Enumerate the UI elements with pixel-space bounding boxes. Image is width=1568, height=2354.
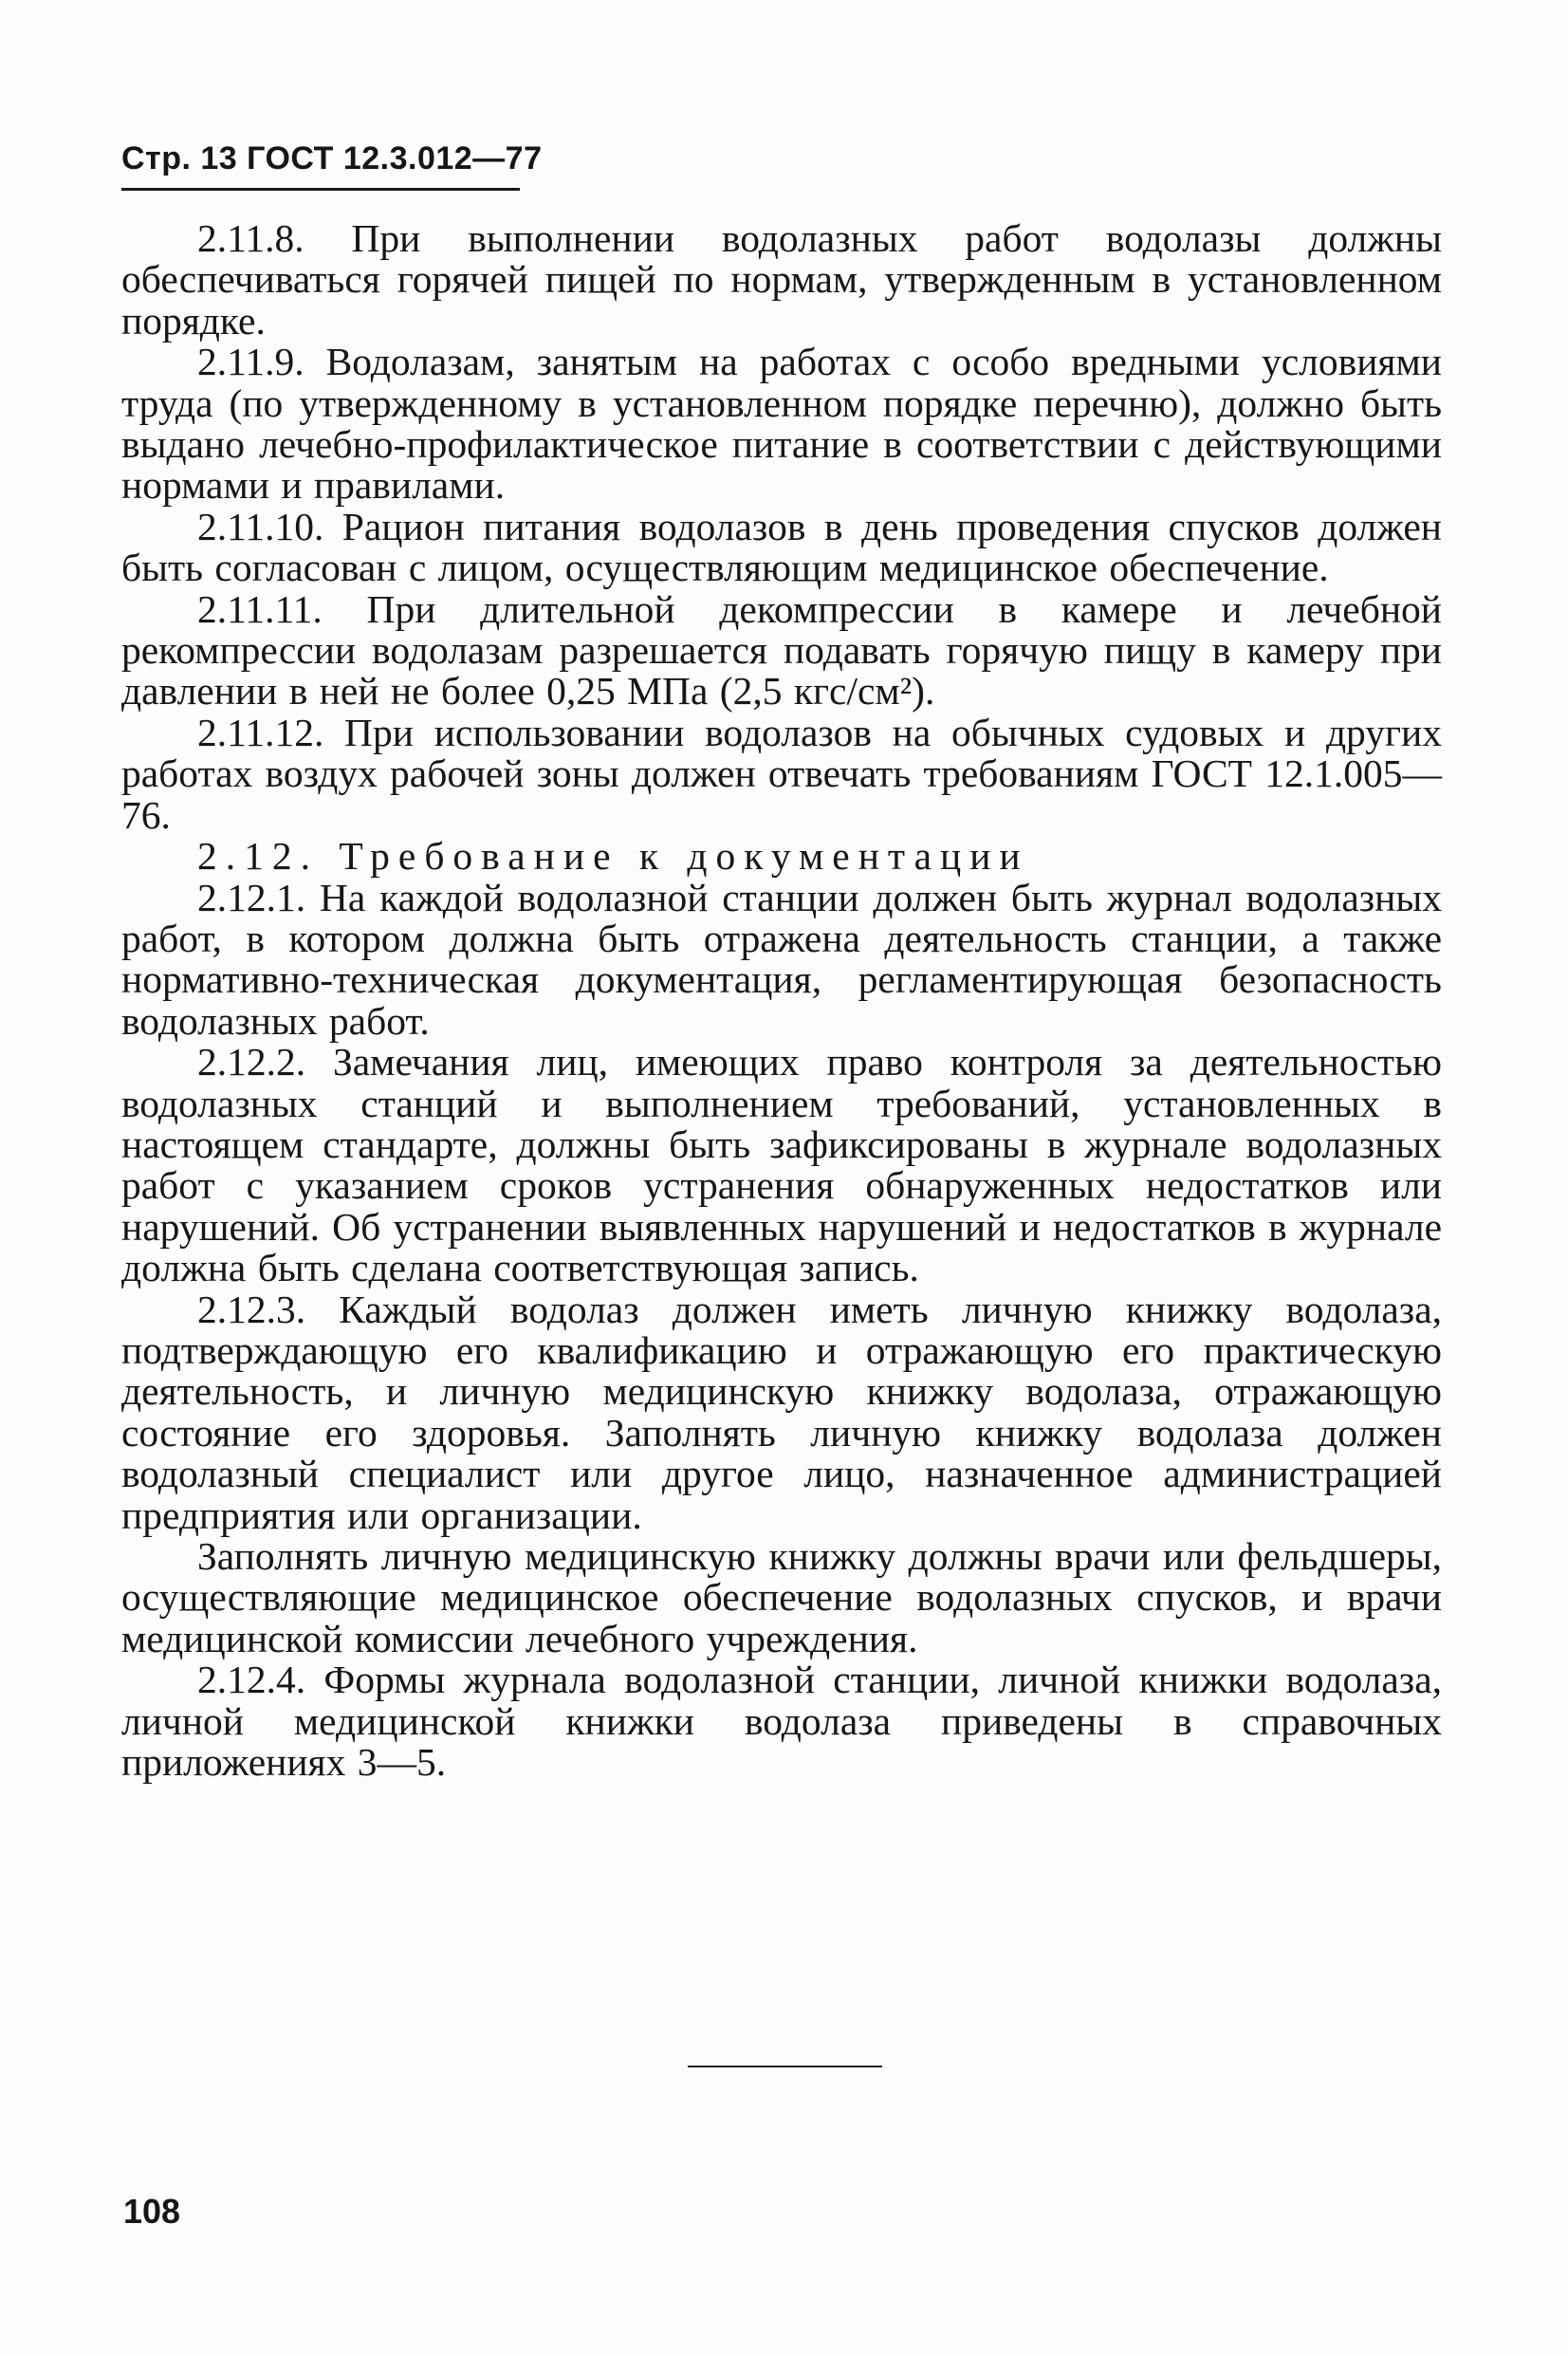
paragraph-2-11-11: 2.11.11. При длительной декомпрессии в камере и лечебной рекомпрессии водолазам разрешается подавать горячую пищу в камеру при давлении в ней не более 0,25 МПа (2,5 кгс/см²).	[121, 586, 1442, 714]
document-body	[121, 218, 1442, 1783]
section-heading: 2.12. Требование к документации	[197, 834, 1029, 879]
end-divider	[688, 2066, 882, 2067]
paragraph-2-12-2: 2.12.2. Замечания лиц, имеющих право контроля за деятельностью водолазных станций и выполнением требований, установленных в настоящем стандарте, должны быть зафиксированы в журнале водолазных работ с указанием сроков устранения обнаруженных недостатков или нарушений. Об устранении выявленных нарушений и недостатков в журнале должна быть сделана соответствующая запись.	[121, 1040, 1442, 1290]
header-divider	[121, 188, 520, 191]
paragraph-2-11-12: 2.11.12. При использовании водолазов на обычных судовых и других работах воздух рабочей зоны должен отвечать требованиям ГОСТ 12.1.005—76.	[121, 710, 1442, 837]
paragraph-2-12-3: 2.12.3. Каждый водолаз должен иметь личную книжку водолаза, подтверждающую его квалификацию и отражающую его практическую деятельность, и личную медицинскую книжку водолаза, отражающую состояние его здоровья. Заполнять личную книжку водолаза должен водолазный специалист или другое лицо, назначенное администрацией предприятия или организации.	[121, 1287, 1442, 1537]
paragraph-medical-book: Заполнять личную медицинскую книжку должны врачи или фельдшеры, осуществляющие медицинское обеспечение водолазных спусков, и врачи медицинской комиссии лечебного учреждения.	[121, 1534, 1442, 1660]
page-number: 108	[123, 2192, 181, 2231]
paragraph-2-11-10: 2.11.10. Рацион питания водолазов в день проведения спусков должен быть согласован с лицом, осуществляющим медицинское обеспечение.	[121, 504, 1442, 590]
running-header: Стр. 13 ГОСТ 12.3.012—77	[121, 140, 543, 176]
paragraph-2-11-9: 2.11.9. Водолазам, занятым на работах с особо вредными условиями труда (по утвержденному в установленном порядке перечню), должно быть выдано лечебно-профилактическое питание в соответствии с действующими нормами и правилами.	[121, 340, 1442, 508]
paragraph-2-12-1: 2.12.1. На каждой водолазной станции должен быть журнал водолазных работ, в котором должна быть отражена деятельность станции, а также нормативно-техническая документация, регламентирующая безопасность водолазных работ.	[121, 875, 1442, 1043]
paragraph-2-12-4: 2.12.4. Формы журнала водолазной станции, личной книжки водолаза, личной медицинской книжки водолаза приведены в справочных приложениях 3—5.	[121, 1658, 1442, 1785]
paragraph-2-11-8: 2.11.8. При выполнении водолазных работ водолазы должны обеспечиваться горячей пищей по нормам, утвержденным в установленном порядке.	[121, 216, 1442, 343]
